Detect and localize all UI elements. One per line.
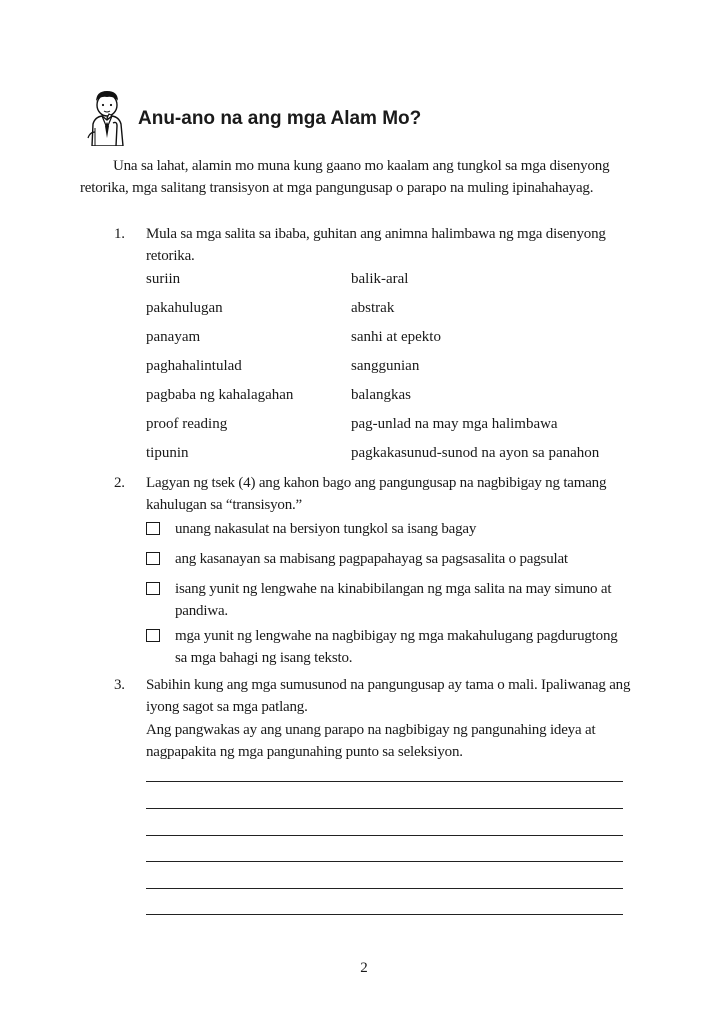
answer-line[interactable] <box>146 914 623 915</box>
option-checkbox[interactable] <box>146 522 160 535</box>
question-number: 1. <box>114 226 125 242</box>
intro-paragraph: Una sa lahat, alamin mo muna kung gaano mo kaalam ang tungkol sa mga disenyong retorika, mga salitang transisyon at mga pangungusap o parapo na muling ipinahahayag. <box>80 158 610 196</box>
word-row <box>146 442 626 464</box>
word-item[interactable]: pakahulugan <box>146 300 223 316</box>
word-row <box>146 413 626 435</box>
answer-line[interactable] <box>146 861 623 862</box>
answer-line[interactable] <box>146 835 623 836</box>
word-item[interactable]: balangkas <box>351 387 411 403</box>
statement-text: Ang pangwakas ay ang unang parapo na nagbibigay ng pangunahing ideya at nagpapakita ng mga pangunahing punto sa seleksiyon. <box>146 722 596 760</box>
word-item[interactable]: pag-unlad na may mga halimbawa <box>351 416 558 432</box>
word-item[interactable]: balik-aral <box>351 271 409 287</box>
word-row <box>146 297 626 319</box>
word-row <box>146 355 626 377</box>
option-text: unang nakasulat na bersiyon tungkol sa isang bagay <box>175 521 477 537</box>
page-number: 2 <box>360 960 368 976</box>
word-item[interactable]: tipunin <box>146 445 189 461</box>
thinking-student-icon <box>86 88 128 146</box>
option-checkbox[interactable] <box>146 629 160 642</box>
word-item[interactable]: sanggunian <box>351 358 420 374</box>
answer-line[interactable] <box>146 808 623 809</box>
word-row <box>146 384 626 406</box>
word-item[interactable]: abstrak <box>351 300 395 316</box>
option-checkbox[interactable] <box>146 582 160 595</box>
word-row <box>146 326 626 348</box>
option-text: ang kasanayan sa mabisang pagpapahayag sa pagsasalita o pagsulat <box>175 551 568 567</box>
word-item[interactable]: pagbaba ng kahalagahan <box>146 387 294 403</box>
question-text: Sabihin kung ang mga sumusunod na pangungusap ay tama o mali. Ipaliwanag ang iyong sagot sa mga patlang. <box>146 677 631 715</box>
word-item[interactable]: paghahalintulad <box>146 358 242 374</box>
word-row <box>146 268 626 290</box>
question-text: Mula sa mga salita sa ibaba, guhitan ang animna halimbawa ng mga disenyong retorika. <box>146 226 606 264</box>
option-text: mga yunit ng lengwahe na nagbibigay ng mga makahulugang pagdurugtong sa mga bahagi ng isang teksto. <box>175 628 618 666</box>
section-title: Anu-ano na ang mga Alam Mo? <box>138 108 422 129</box>
option-text: isang yunit ng lengwahe na kinabibilangan ng mga salita na may simuno at pandiwa. <box>175 581 612 619</box>
question-number: 3. <box>114 677 125 693</box>
word-item[interactable]: pagkakasunud-sunod na ayon sa panahon <box>351 445 600 461</box>
question-number: 2. <box>114 475 125 491</box>
question-text: Lagyan ng tsek (4) ang kahon bago ang pangungusap na nagbibigay ng tamang kahulugan sa “transisyon.” <box>146 475 607 513</box>
answer-line[interactable] <box>146 888 623 889</box>
word-item[interactable]: proof reading <box>146 416 228 432</box>
option-checkbox[interactable] <box>146 552 160 565</box>
answer-line[interactable] <box>146 781 623 782</box>
word-item[interactable]: sanhi at epekto <box>351 329 441 345</box>
word-item[interactable]: suriin <box>146 271 181 287</box>
word-item[interactable]: panayam <box>146 329 201 345</box>
